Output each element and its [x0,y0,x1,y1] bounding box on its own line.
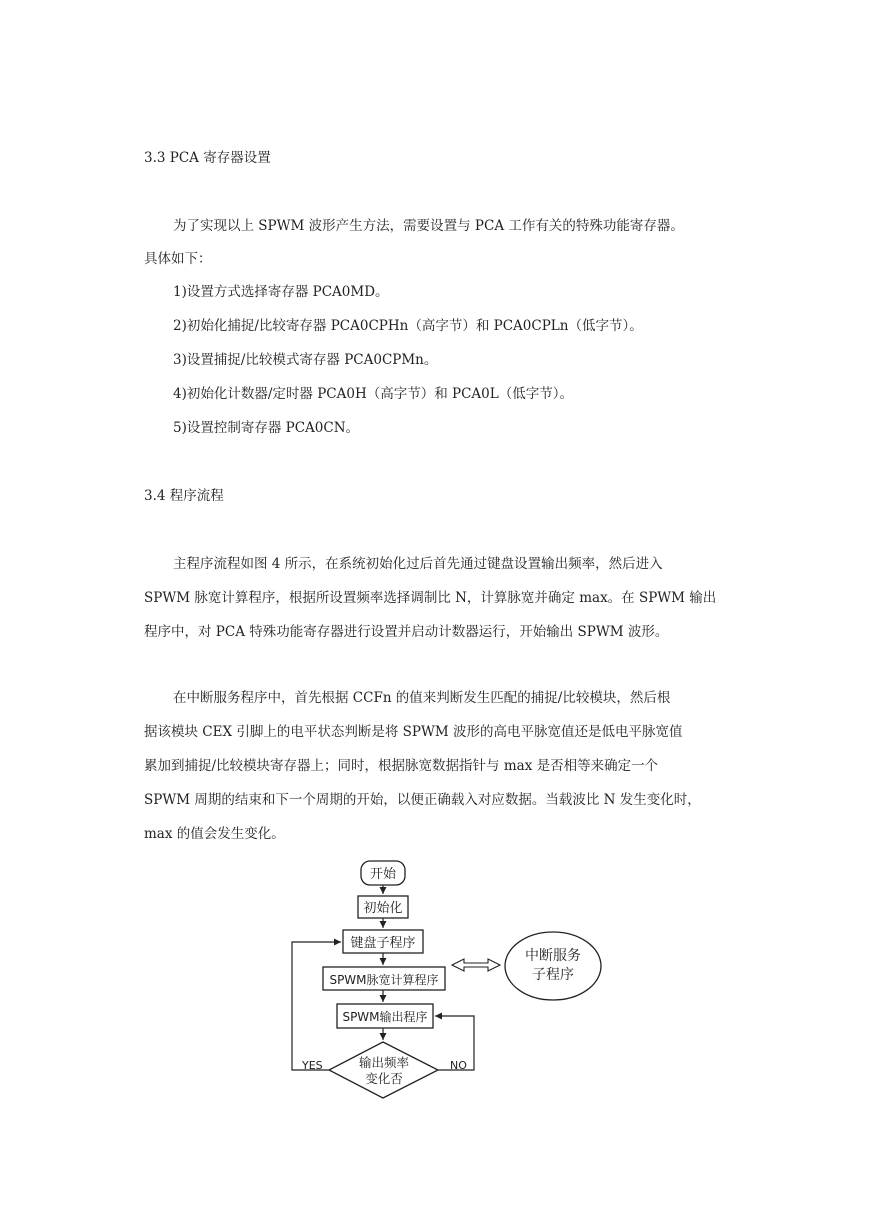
program-flowchart [280,855,620,1110]
flow-keyboard-label: 键盘子程序 [350,936,416,951]
intro-text-line: 具体如下： [144,251,212,267]
paragraph-line: SPWM 周期的结束和下一个周期的开始，以便正确载入对应数据。当载波比 N 发生变化时， [144,792,701,808]
flow-double-arrow [452,959,500,971]
paragraph-line: max 的值会发生变化。 [144,826,285,842]
flow-decision-label: 输出频率 [358,1055,410,1070]
section-heading-3-4: 3.4 程序流程 [144,488,224,504]
step-item: 2)初始化捕捉/比较寄存器 PCA0CPHn（高字节）和 PCA0CPLn（低字节）。 [173,318,643,334]
flow-start-label: 开始 [369,867,397,882]
step-item: 1)设置方式选择寄存器 PCA0MD。 [173,284,389,300]
paragraph-line: 在中断服务程序中，首先根据 CCFn 的值来判断发生匹配的捕捉/比较模块，然后根 [173,690,671,706]
paragraph-line: 据该模块 CEX 引脚上的电平状态判断是将 SPWM 波形的高电平脉宽值还是低电平脉宽值 [144,724,683,740]
section-heading-3-3: 3.3 PCA 寄存器设置 [144,150,271,166]
step-item: 5)设置控制寄存器 PCA0CN。 [173,420,360,436]
step-item: 4)初始化计数器/定时器 PCA0H（高字节）和 PCA0L（低字节）。 [173,386,573,402]
flow-yes-label: YES [302,1059,323,1072]
paragraph-line: 累加到捕捉/比较模块寄存器上；同时，根据脉宽数据指针与 max 是否相等来确定一个 [144,758,659,774]
flow-calc-label: SPWM脉宽计算程序 [329,973,439,987]
intro-text-line: 为了实现以上 SPWM 波形产生方法，需要设置与 PCA 工作有关的特殊功能寄存器。 [173,218,684,234]
flow-output-label: SPWM输出程序 [342,1010,428,1024]
flow-init-label: 初始化 [363,901,403,916]
paragraph-line: 主程序流程如图 4 所示，在系统初始化过后首先通过键盘设置输出频率，然后进入 [173,556,663,572]
step-item: 3)设置捕捉/比较模式寄存器 PCA0CPMn。 [173,352,438,368]
flow-interrupt-node [505,932,601,1000]
paragraph-line: 程序中，对 PCA 特殊功能寄存器进行设置并启动计数器运行，开始输出 SPWM 波形。 [144,624,669,640]
flow-decision-label: 变化否 [365,1071,403,1086]
flow-yes-loop [292,942,341,1070]
flow-decision-node [329,1042,438,1098]
flow-interrupt-label: 中断服务 [525,948,581,964]
flow-interrupt-label: 子程序 [532,967,574,983]
paragraph-line: SPWM 脉宽计算程序，根据所设置频率选择调制比 N，计算脉宽并确定 max。在 SPWM 输出 [144,590,717,606]
flow-no-label: NO [450,1059,467,1072]
